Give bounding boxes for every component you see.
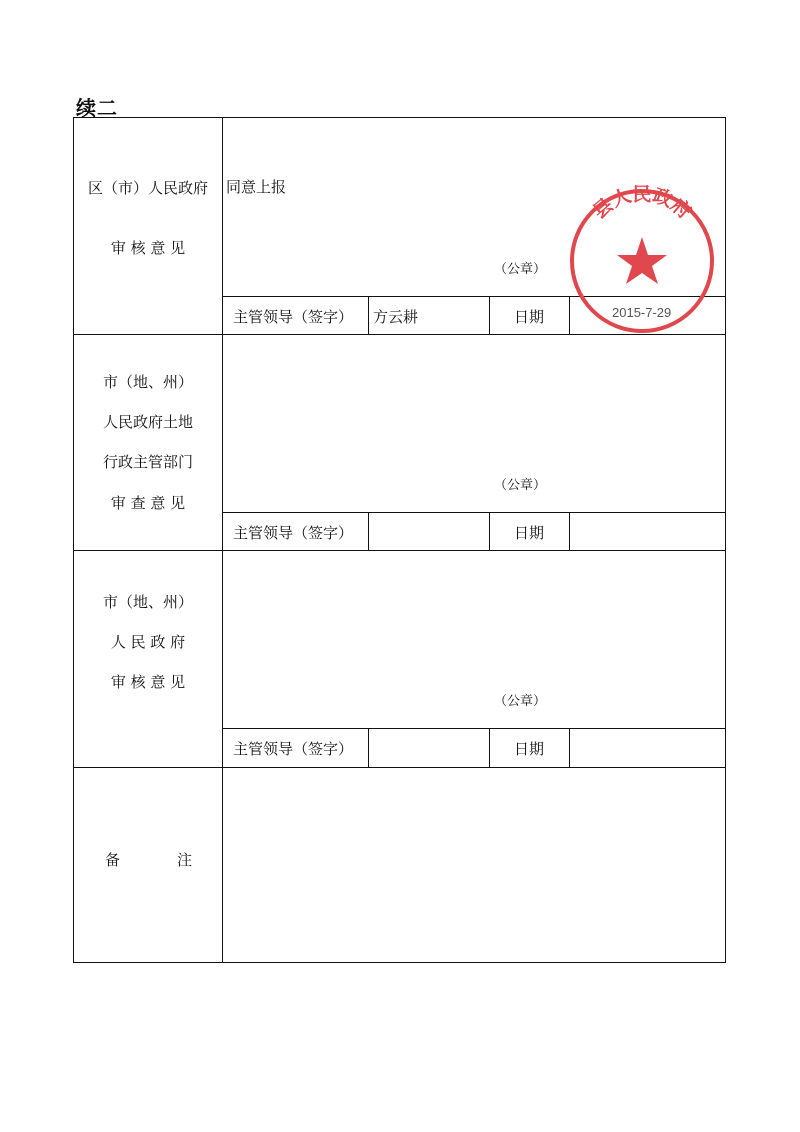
section2-bottom-border — [74, 550, 725, 551]
section2-signature-row-top — [222, 512, 725, 513]
section2-sig-divider-3 — [569, 512, 570, 550]
section3-bottom-border — [74, 767, 725, 768]
section2-label-line4: 审 查 意 见 — [110, 494, 186, 512]
section1-sig-divider-2 — [489, 296, 490, 334]
section2-sig-divider-2 — [489, 512, 490, 550]
section1-opinion-text: 同意上报 — [226, 178, 287, 196]
remarks-label-left: 备 — [105, 851, 121, 869]
official-seal-stamp — [566, 185, 718, 337]
section1-date-label: 日期 — [514, 308, 545, 326]
section3-label-line2: 人 民 政 府 — [110, 633, 186, 651]
section1-leader-name: 方云耕 — [373, 308, 419, 326]
section3-signature-row-top — [222, 728, 725, 729]
section3-sig-divider-3 — [569, 728, 570, 767]
seal-outer-text: 县人民政府 — [588, 185, 696, 224]
section1-leader-label: 主管领导（签字） — [233, 308, 354, 326]
section3-date-label: 日期 — [514, 740, 545, 758]
remarks-label-right: 注 — [177, 851, 193, 869]
section2-seal-note: （公章） — [494, 478, 547, 493]
section1-seal-note: （公章） — [494, 262, 547, 277]
section1-label-line2: 审 核 意 见 — [110, 239, 186, 257]
section3-label-line3: 审 核 意 见 — [110, 673, 186, 691]
section2-label-line3: 行政主管部门 — [102, 453, 193, 471]
page-title: 续二 — [76, 96, 118, 120]
section2-leader-label: 主管领导（签字） — [233, 524, 354, 542]
section2-date-label: 日期 — [514, 524, 545, 542]
seal-date: 2015-7-29 — [612, 305, 672, 320]
section2-label-line2: 人民政府土地 — [102, 413, 193, 431]
section1-sig-divider-1 — [368, 296, 369, 334]
section3-leader-label: 主管领导（签字） — [233, 740, 354, 758]
label-column-divider — [222, 118, 223, 963]
section3-label-line1: 市（地、州） — [102, 593, 193, 611]
section3-seal-note: （公章） — [494, 694, 547, 709]
section2-sig-divider-1 — [368, 512, 369, 550]
section3-sig-divider-2 — [489, 728, 490, 767]
section3-sig-divider-1 — [368, 728, 369, 767]
seal-star-icon — [617, 237, 667, 284]
section1-label-line1: 区（市）人民政府 — [87, 179, 208, 197]
section2-label-line1: 市（地、州） — [102, 373, 193, 391]
